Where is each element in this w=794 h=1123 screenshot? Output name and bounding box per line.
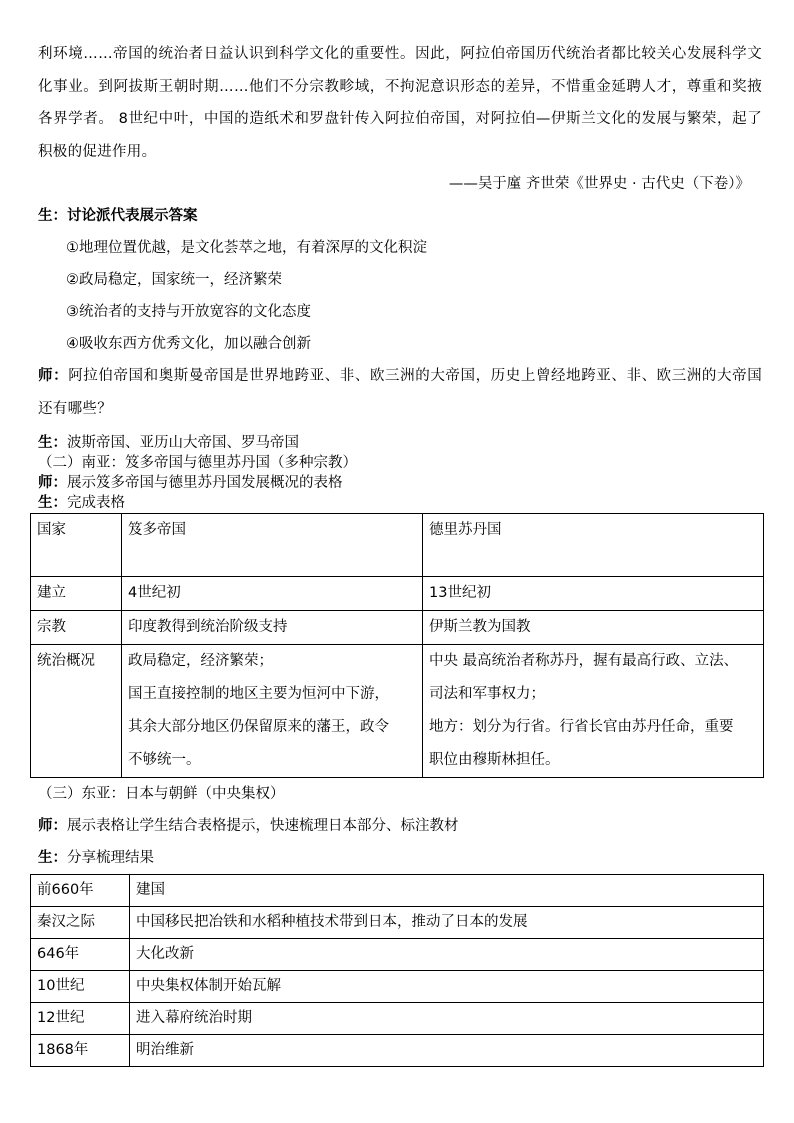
cell-line: 地方：划分为行省。行省长官由苏丹任命，重要 (429, 719, 734, 735)
cell-line: 职位由穆斯林担任。 (429, 752, 560, 768)
event-cell: 大化改新 (130, 939, 764, 971)
header-cell: 德里苏丹国 (423, 514, 764, 577)
answer-item: ①地理位置优越，是文化荟萃之地，有着深厚的文化积淀 (66, 240, 427, 256)
row-label: 统治概况 (31, 645, 122, 778)
role-label: 师： (38, 818, 67, 834)
student-text: 完成表格 (67, 495, 125, 511)
student-line (38, 493, 762, 513)
table-cell: 4世纪初 (122, 577, 423, 611)
teacher-text: 展示笈多帝国与德里苏丹国发展概况的表格 (67, 475, 343, 491)
event-cell: 进入幕府统治时期 (130, 1003, 764, 1035)
intro-paragraph: 利环境……帝国的统治者日益认识到科学文化的重要性。因此，阿拉伯帝国历代统治者都比较关心发展科学文化事业。到阿拔斯王朝时期……他们不分宗教畛域，不拘泥意识形态的差异，不惜重金延聘人才，尊重和奖掖各界学者。 8世纪中叶，中国的造纸术和罗盘针传入阿拉伯帝国，对阿拉伯—伊斯兰文化的发展与繁荣，起了积极的促进作用。 (38, 46, 762, 160)
cell-line: 国王直接控制的地区主要为恒河中下游， (128, 686, 389, 702)
row-label: 宗教 (31, 611, 122, 645)
teacher-line (38, 473, 762, 493)
time-cell: 10世纪 (31, 971, 130, 1003)
teacher-line (38, 810, 762, 842)
table-row (31, 611, 764, 645)
table-cell: 伊斯兰教为国教 (423, 611, 764, 645)
header-cell: 笈多帝国 (122, 514, 423, 577)
student-text: 分享梳理结果 (67, 850, 154, 866)
cell-line: 中央 最高统治者称苏丹，握有最高行政、立法、 (429, 653, 739, 669)
student-line (38, 200, 762, 232)
table-cell (122, 645, 423, 778)
table-row (31, 577, 764, 611)
table-cell (423, 645, 764, 778)
table-cell: 印度教得到统治阶级支持 (122, 611, 423, 645)
answer-item: ②政局稳定，国家统一，经济繁荣 (66, 272, 282, 288)
role-label: 生： (38, 435, 67, 451)
answer-item: ③统治者的支持与开放宽容的文化态度 (66, 304, 311, 320)
student-text: 讨论派代表展示答案 (67, 208, 198, 224)
time-cell: 12世纪 (31, 1003, 130, 1035)
table-row (31, 875, 764, 907)
table-header-row (31, 514, 764, 577)
row-label: 建立 (31, 577, 122, 611)
event-cell: 建国 (130, 875, 764, 907)
role-label: 师： (38, 475, 67, 491)
cell-line: 其余大部分地区仍保留原来的藩王，政令 (128, 719, 389, 735)
table-row (31, 645, 764, 778)
table-row (31, 939, 764, 971)
source-citation: ——吴于廑 齐世荣《世界史 · 古代史（下卷）》 (448, 176, 750, 192)
table-cell: 13世纪初 (423, 577, 764, 611)
role-label: 生： (38, 850, 67, 866)
cell-line: 不够统一。 (128, 752, 201, 768)
role-label: 生： (38, 495, 67, 511)
table-row (31, 971, 764, 1003)
student-text: 波斯帝国、亚历山大帝国、罗马帝国 (67, 435, 299, 451)
time-cell: 前660年 (31, 875, 130, 907)
event-cell: 明治维新 (130, 1035, 764, 1067)
time-cell: 646年 (31, 939, 130, 971)
student-line (38, 433, 762, 453)
section-heading: （三）东亚：日本与朝鲜（中央集权） (38, 786, 285, 802)
event-cell: 中央集权体制开始瓦解 (130, 971, 764, 1003)
role-label: 生： (38, 208, 67, 224)
cell-line: 政局稳定，经济繁荣； (128, 653, 273, 669)
table-row (31, 907, 764, 939)
role-label: 师： (38, 368, 69, 384)
south-asia-table (30, 513, 764, 778)
answer-item: ④吸收东西方优秀文化，加以融合创新 (66, 336, 311, 352)
table-row (31, 1003, 764, 1035)
teacher-line (38, 360, 762, 425)
section-heading: （二）南亚：笈多帝国与德里苏丹国（多种宗教） (38, 455, 357, 471)
teacher-text: 展示表格让学生结合表格提示，快速梳理日本部分、标注教材 (67, 818, 459, 834)
time-cell: 1868年 (31, 1035, 130, 1067)
cell-line: 司法和军事权力； (429, 686, 545, 702)
japan-timeline-table (30, 874, 764, 1067)
teacher-text: 阿拉伯帝国和奥斯曼帝国是世界地跨亚、非、欧三洲的大帝国，历史上曾经地跨亚、非、欧三洲的大帝国还有哪些？ (38, 368, 762, 417)
table-row (31, 1035, 764, 1067)
event-cell: 中国移民把冶铁和水稻种植技术带到日本，推动了日本的发展 (130, 907, 764, 939)
time-cell: 秦汉之际 (31, 907, 130, 939)
header-cell: 国家 (31, 514, 122, 577)
student-line (38, 842, 762, 874)
document-page (38, 38, 762, 1067)
